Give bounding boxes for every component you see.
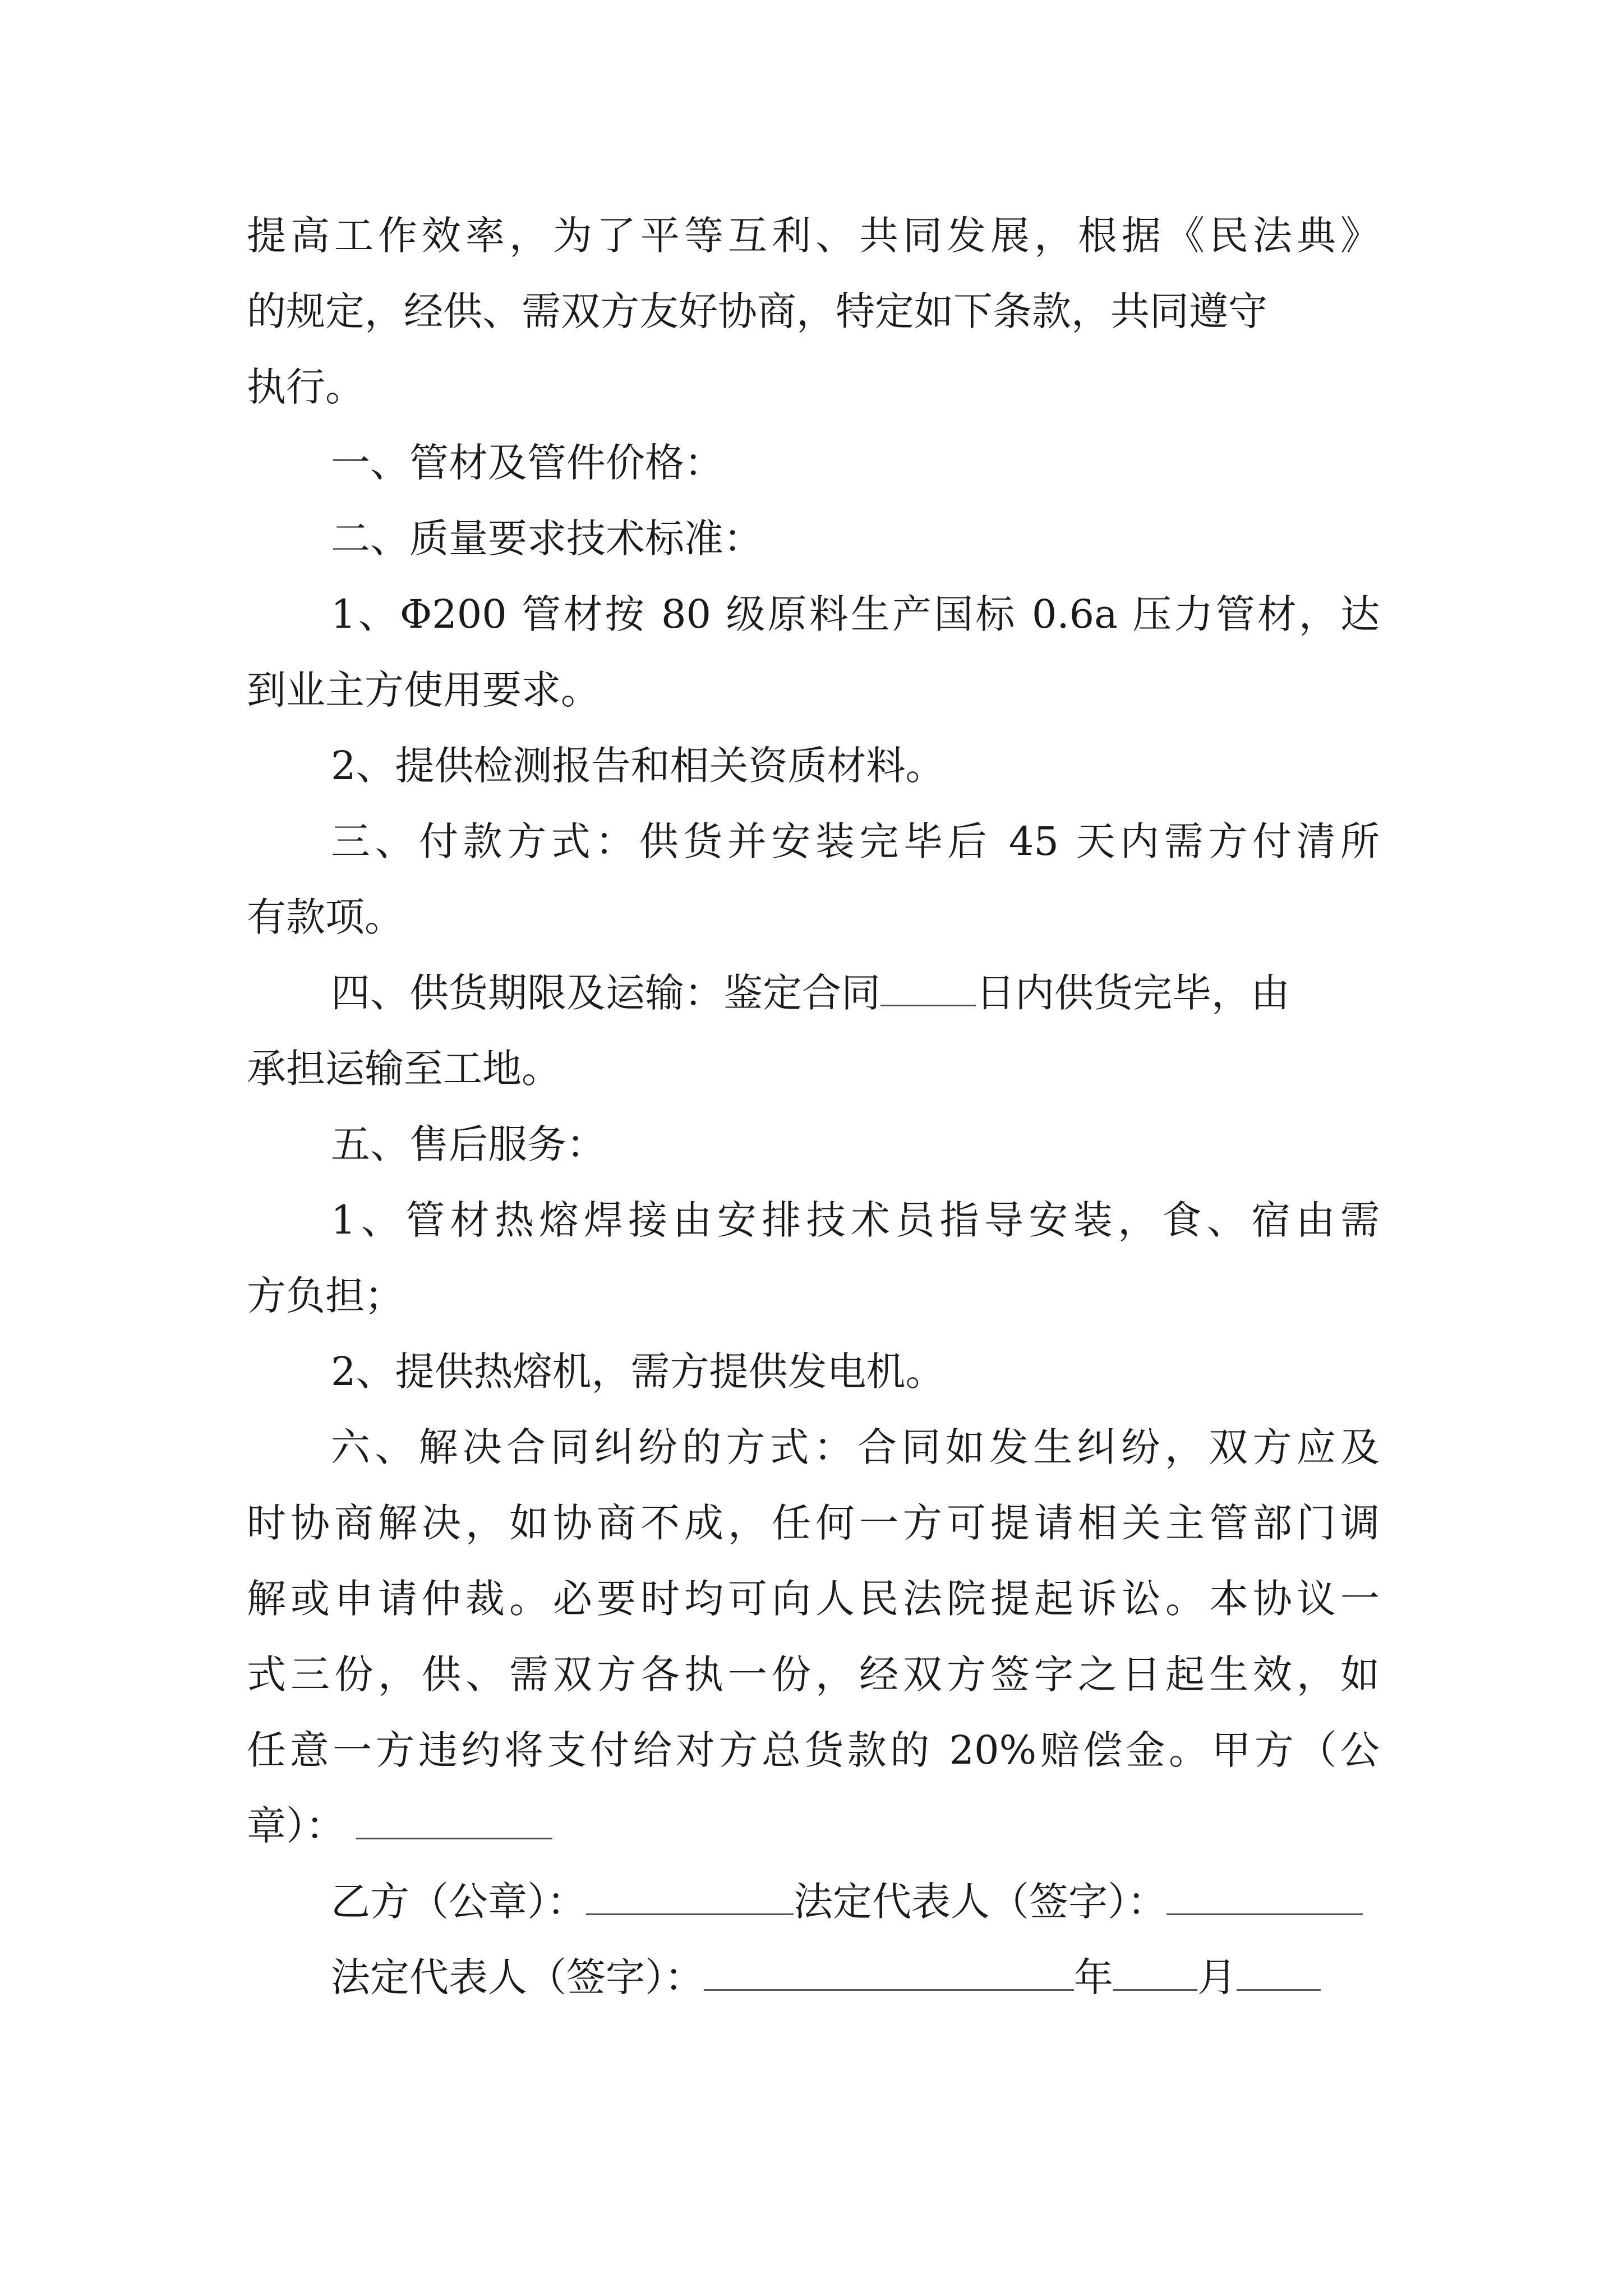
blank-line <box>1237 1954 1321 1991</box>
body-text: 乙方（公章）： <box>331 1879 586 1925</box>
body-line: 三、付款方式：供货并安装完毕后 45 天内需方付清所 <box>331 818 1380 864</box>
blank-line <box>586 1879 794 1915</box>
body-text: 四、供货期限及运输：鉴定合同 <box>331 970 880 1016</box>
body-line: 六、解决合同纠纷的方式：合同如发生纠纷，双方应及 <box>331 1424 1380 1470</box>
body-line: 方负担； <box>247 1273 404 1319</box>
signature-line-representative <box>331 1947 1321 2008</box>
signature-line-party-b <box>331 1871 1363 1932</box>
blank-line <box>704 1954 1074 1991</box>
section-heading: 二、质量要求技术标准： <box>331 516 763 562</box>
section-heading: 五、售后服务： <box>331 1121 606 1167</box>
blank-line <box>1113 1954 1197 1991</box>
body-line: 执行。 <box>247 364 365 410</box>
body-text: 月 <box>1197 1954 1237 2000</box>
blank-line <box>1166 1879 1363 1915</box>
blank-line <box>356 1803 552 1839</box>
section-heading: 一、管材及管件价格： <box>331 440 723 486</box>
body-line: 时协商解决，如协商不成，任何一方可提请相关主管部门调 <box>247 1500 1380 1546</box>
body-text: 法定代表人（签字）： <box>331 1954 704 2000</box>
body-text: 年 <box>1074 1954 1113 2000</box>
body-line: 2、提供检测报告和相关资质材料。 <box>331 743 945 789</box>
body-line: 式三份，供、需双方各执一份，经双方签字之日起生效，如 <box>247 1651 1380 1697</box>
body-line <box>331 962 1380 1024</box>
body-text: 章）： <box>247 1803 345 1849</box>
body-line: 1、Φ200 管材按 80 级原料生产国标 0.6a 压力管材，达 <box>331 591 1380 637</box>
body-line: 任意一方违约将支付给对方总货款的 20%赔偿金。甲方（公 <box>247 1727 1380 1773</box>
signature-line-party-a <box>247 1795 552 1857</box>
body-line: 2、提供热熔机，需方提供发电机。 <box>331 1349 945 1395</box>
body-line: 承担运输至工地。 <box>247 1046 561 1092</box>
body-text: 日内供货完毕，由 <box>976 970 1290 1016</box>
body-line: 1、管材热熔焊接由安排技术员指导安装，食、宿由需 <box>331 1197 1380 1243</box>
body-text: 法定代表人（签字）： <box>794 1879 1166 1925</box>
body-line: 提高工作效率，为了平等互利、共同发展，根据《民法典》 <box>247 213 1380 259</box>
blank-line <box>880 970 976 1006</box>
body-line: 解或申请仲裁。必要时均可向人民法院提起诉讼。本协议一 <box>247 1576 1380 1622</box>
body-line: 有款项。 <box>247 894 404 940</box>
body-line: 的规定，经供、需双方友好协商，特定如下条款，共同遵守 <box>247 288 1267 334</box>
body-line: 到业主方使用要求。 <box>247 667 600 713</box>
